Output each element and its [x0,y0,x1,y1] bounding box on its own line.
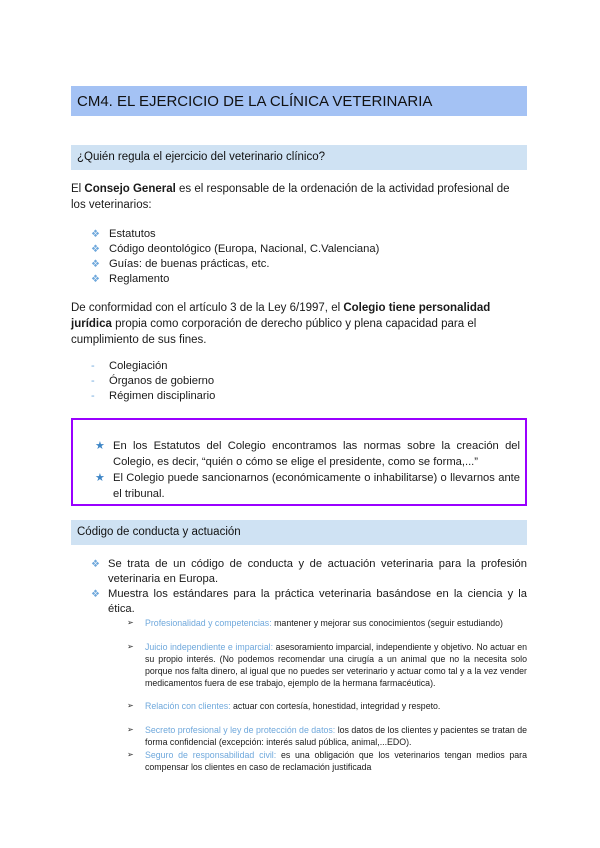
dash-bullet-icon: - [91,390,95,402]
intro-paragraph [71,181,527,213]
dash-bullet-icon: - [91,360,95,372]
intro-bold: Consejo General [84,183,176,195]
law-text: De conformidad con el artículo 3 de la Ley 6/1997, el [71,302,344,314]
list-item [91,242,511,257]
principle-text: los datos de los clientes y pacientes se tratan de forma confidencial (excepción: interés salud pública, animal,...EDO). [145,725,527,747]
principle-text: actuar con cortesía, honestidad, integridad y respeto. [230,701,441,711]
list-item-label: Régimen disciplinario [109,390,216,402]
page-title: CM4. EL EJERCICIO DE LA CLÍNICA VETERINARIA [71,86,527,116]
list-item [127,641,527,689]
callout-list [95,438,520,502]
diamond-bullet-icon: ❖ [91,229,100,240]
section-heading-regulation: ¿Quién regula el ejercicio del veterinario clínico? [71,145,527,170]
regulation-list [91,227,511,287]
diamond-bullet-icon: ❖ [91,559,100,570]
arrow-bullet-icon: ➢ [127,701,134,710]
principle-label: Secreto profesional y ley de protección de datos: [145,725,336,735]
principle-item-privacy [127,724,527,748]
principle-label: Profesionalidad y competencias: [145,618,272,628]
principle-item-judgement [127,641,527,689]
principle-label: Seguro de responsabilidad civil: [145,750,277,760]
principle-label: Juicio independiente e imparcial: [145,642,274,652]
list-item [91,227,511,242]
dash-bullet-icon: - [91,375,95,387]
list-item-label: Colegiación [109,360,168,372]
principle-text: mantener y mejorar sus conocimientos (seguir estudiando) [271,618,503,628]
callout-item [95,470,520,502]
callout-item [95,438,520,470]
list-item [91,389,391,404]
callout-text: El Colegio puede sancionarnos (económicamente o inhabilitarse) o llevarnos ante el tribunal. [113,472,520,500]
star-bullet-icon: ★ [95,472,105,484]
section-heading-code: Código de conducta y actuación [71,520,527,545]
star-bullet-icon: ★ [95,440,105,452]
list-item-label: Muestra los estándares para la práctica veterinaria basándose en la ciencia y la ética. [108,588,527,615]
list-item [91,257,511,272]
list-item [91,587,527,617]
list-item-label: Reglamento [109,273,170,285]
list-item-label: Código deontológico (Europa, Nacional, C.Valenciana) [109,243,380,255]
diamond-bullet-icon: ❖ [91,244,100,255]
arrow-bullet-icon: ➢ [127,618,134,627]
code-list [91,557,527,617]
list-item-label: Estatutos [109,228,156,240]
diamond-bullet-icon: ❖ [91,259,100,270]
list-item [127,700,527,712]
diamond-bullet-icon: ❖ [91,274,100,285]
intro-text-end: es el responsable de la ordenación de la actividad profesional de los veterinarios: [71,183,510,211]
principle-item-clients [127,700,527,712]
callout-text: En los Estatutos del Colegio encontramos las normas sobre la creación del Colegio, es decir, “quién o cómo se elige el presidente, como se forma,...” [113,440,520,468]
arrow-bullet-icon: ➢ [127,725,134,734]
list-item [91,557,527,587]
law-bold: Colegio tiene personalidad jurídica [71,302,491,330]
college-functions-list [91,359,391,404]
list-item [91,359,391,374]
diamond-bullet-icon: ❖ [91,589,100,600]
list-item-label: Guías: de buenas prácticas, etc. [109,258,270,270]
arrow-bullet-icon: ➢ [127,750,134,759]
law-paragraph [71,300,527,348]
principle-label: Relación con clientes: [145,701,231,711]
list-item-label: Órganos de gobierno [109,375,215,387]
list-item [127,617,527,629]
principle-item-insurance [127,749,527,773]
list-item [127,749,527,773]
arrow-bullet-icon: ➢ [127,642,134,651]
list-item-label: Se trata de un código de conducta y de actuación veterinaria para la profesión veterinaria en Europa. [108,558,527,585]
list-item [91,374,391,389]
law-text-end: propia como corporación de derecho público y plena capacidad para el cumplimiento de sus fines. [71,318,477,346]
list-item [91,272,511,287]
principle-text: asesoramiento imparcial, independiente y objetivo. No actuar en su propio interés. (No podemos recomendar una cirugía a un animal que no la necesita solo porque nos falta dinero, al igual que no puedes ser veterinario y actuar como tal y a la vez vender medicamentos fuera de ese trabajo, ejemplo de la hermana farmacéutica). [145,642,527,688]
principle-text: es una obligación que los veterinarios tengan medios para compensar los clientes en caso de reclamación justificada [145,750,527,772]
principle-item-competence [127,617,527,629]
callout-box [71,418,527,506]
intro-text: El [71,183,85,195]
list-item [127,724,527,748]
